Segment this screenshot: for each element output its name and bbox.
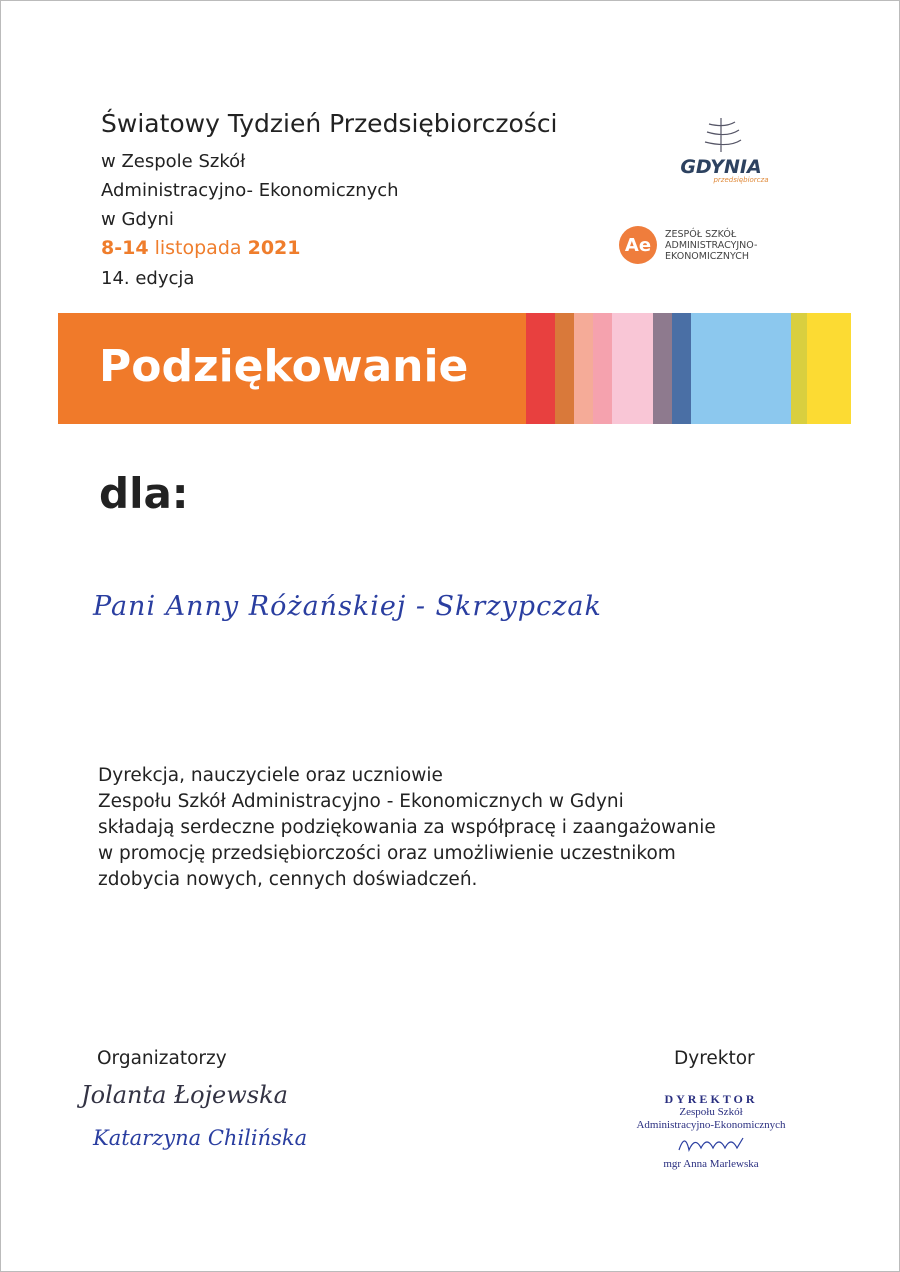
organizers-label: Organizatorzy bbox=[97, 1048, 227, 1069]
gdynia-logo: GDYNIA przedsiębiorcza bbox=[671, 116, 771, 184]
sailship-icon bbox=[691, 116, 751, 154]
stripe bbox=[653, 313, 672, 424]
banner-title: Podziękowanie bbox=[99, 341, 469, 392]
school-line-2: Administracyjno- Ekonomicznych bbox=[101, 180, 399, 201]
director-label: Dyrektor bbox=[674, 1048, 755, 1069]
stripe bbox=[526, 313, 555, 424]
stripe bbox=[791, 313, 807, 424]
stripe bbox=[672, 313, 691, 424]
director-signature bbox=[671, 1132, 751, 1154]
stripe bbox=[691, 313, 791, 424]
event-title: Światowy Tydzień Przedsiębiorczości bbox=[101, 109, 558, 138]
stripe bbox=[612, 313, 653, 424]
stripe bbox=[574, 313, 593, 424]
edition: 14. edycja bbox=[101, 268, 195, 289]
school-line-1: w Zespole Szkół bbox=[101, 151, 246, 172]
stripe bbox=[807, 313, 851, 424]
director-stamp: DYREKTOR Zespołu Szkół Administracyjno-Ekonomicznych mgr Anna Marlewska bbox=[636, 1092, 786, 1170]
stripe bbox=[555, 313, 574, 424]
thanks-text: Dyrekcja, nauczyciele oraz uczniowie Zespołu Szkół Administracyjno - Ekonomicznych w Gdyni składają serdeczne podziękowania za współpracę i zaangażowanie w promocję przedsiębiorczości oraz umożliwienie uczestnikom zdobycia nowych, cennych doświadczeń. bbox=[98, 765, 716, 890]
recipient-name: Pani Anny Różańskiej - Skrzypczak bbox=[93, 591, 602, 622]
event-date: 8-14 listopada 2021 bbox=[101, 237, 301, 259]
organizer-signature-2: Katarzyna Chilińska bbox=[93, 1126, 308, 1150]
organizer-signature-1: Jolanta Łojewska bbox=[81, 1081, 288, 1109]
stripe bbox=[593, 313, 612, 424]
school-emblem-icon: Ae bbox=[619, 226, 657, 264]
school-logo: Ae ZESPÓŁ SZKÓŁ ADMINISTRACYJNO- EKONOMICZNYCH bbox=[619, 226, 757, 264]
school-line-3: w Gdyni bbox=[101, 209, 174, 230]
recipient-label: dla: bbox=[99, 469, 189, 518]
